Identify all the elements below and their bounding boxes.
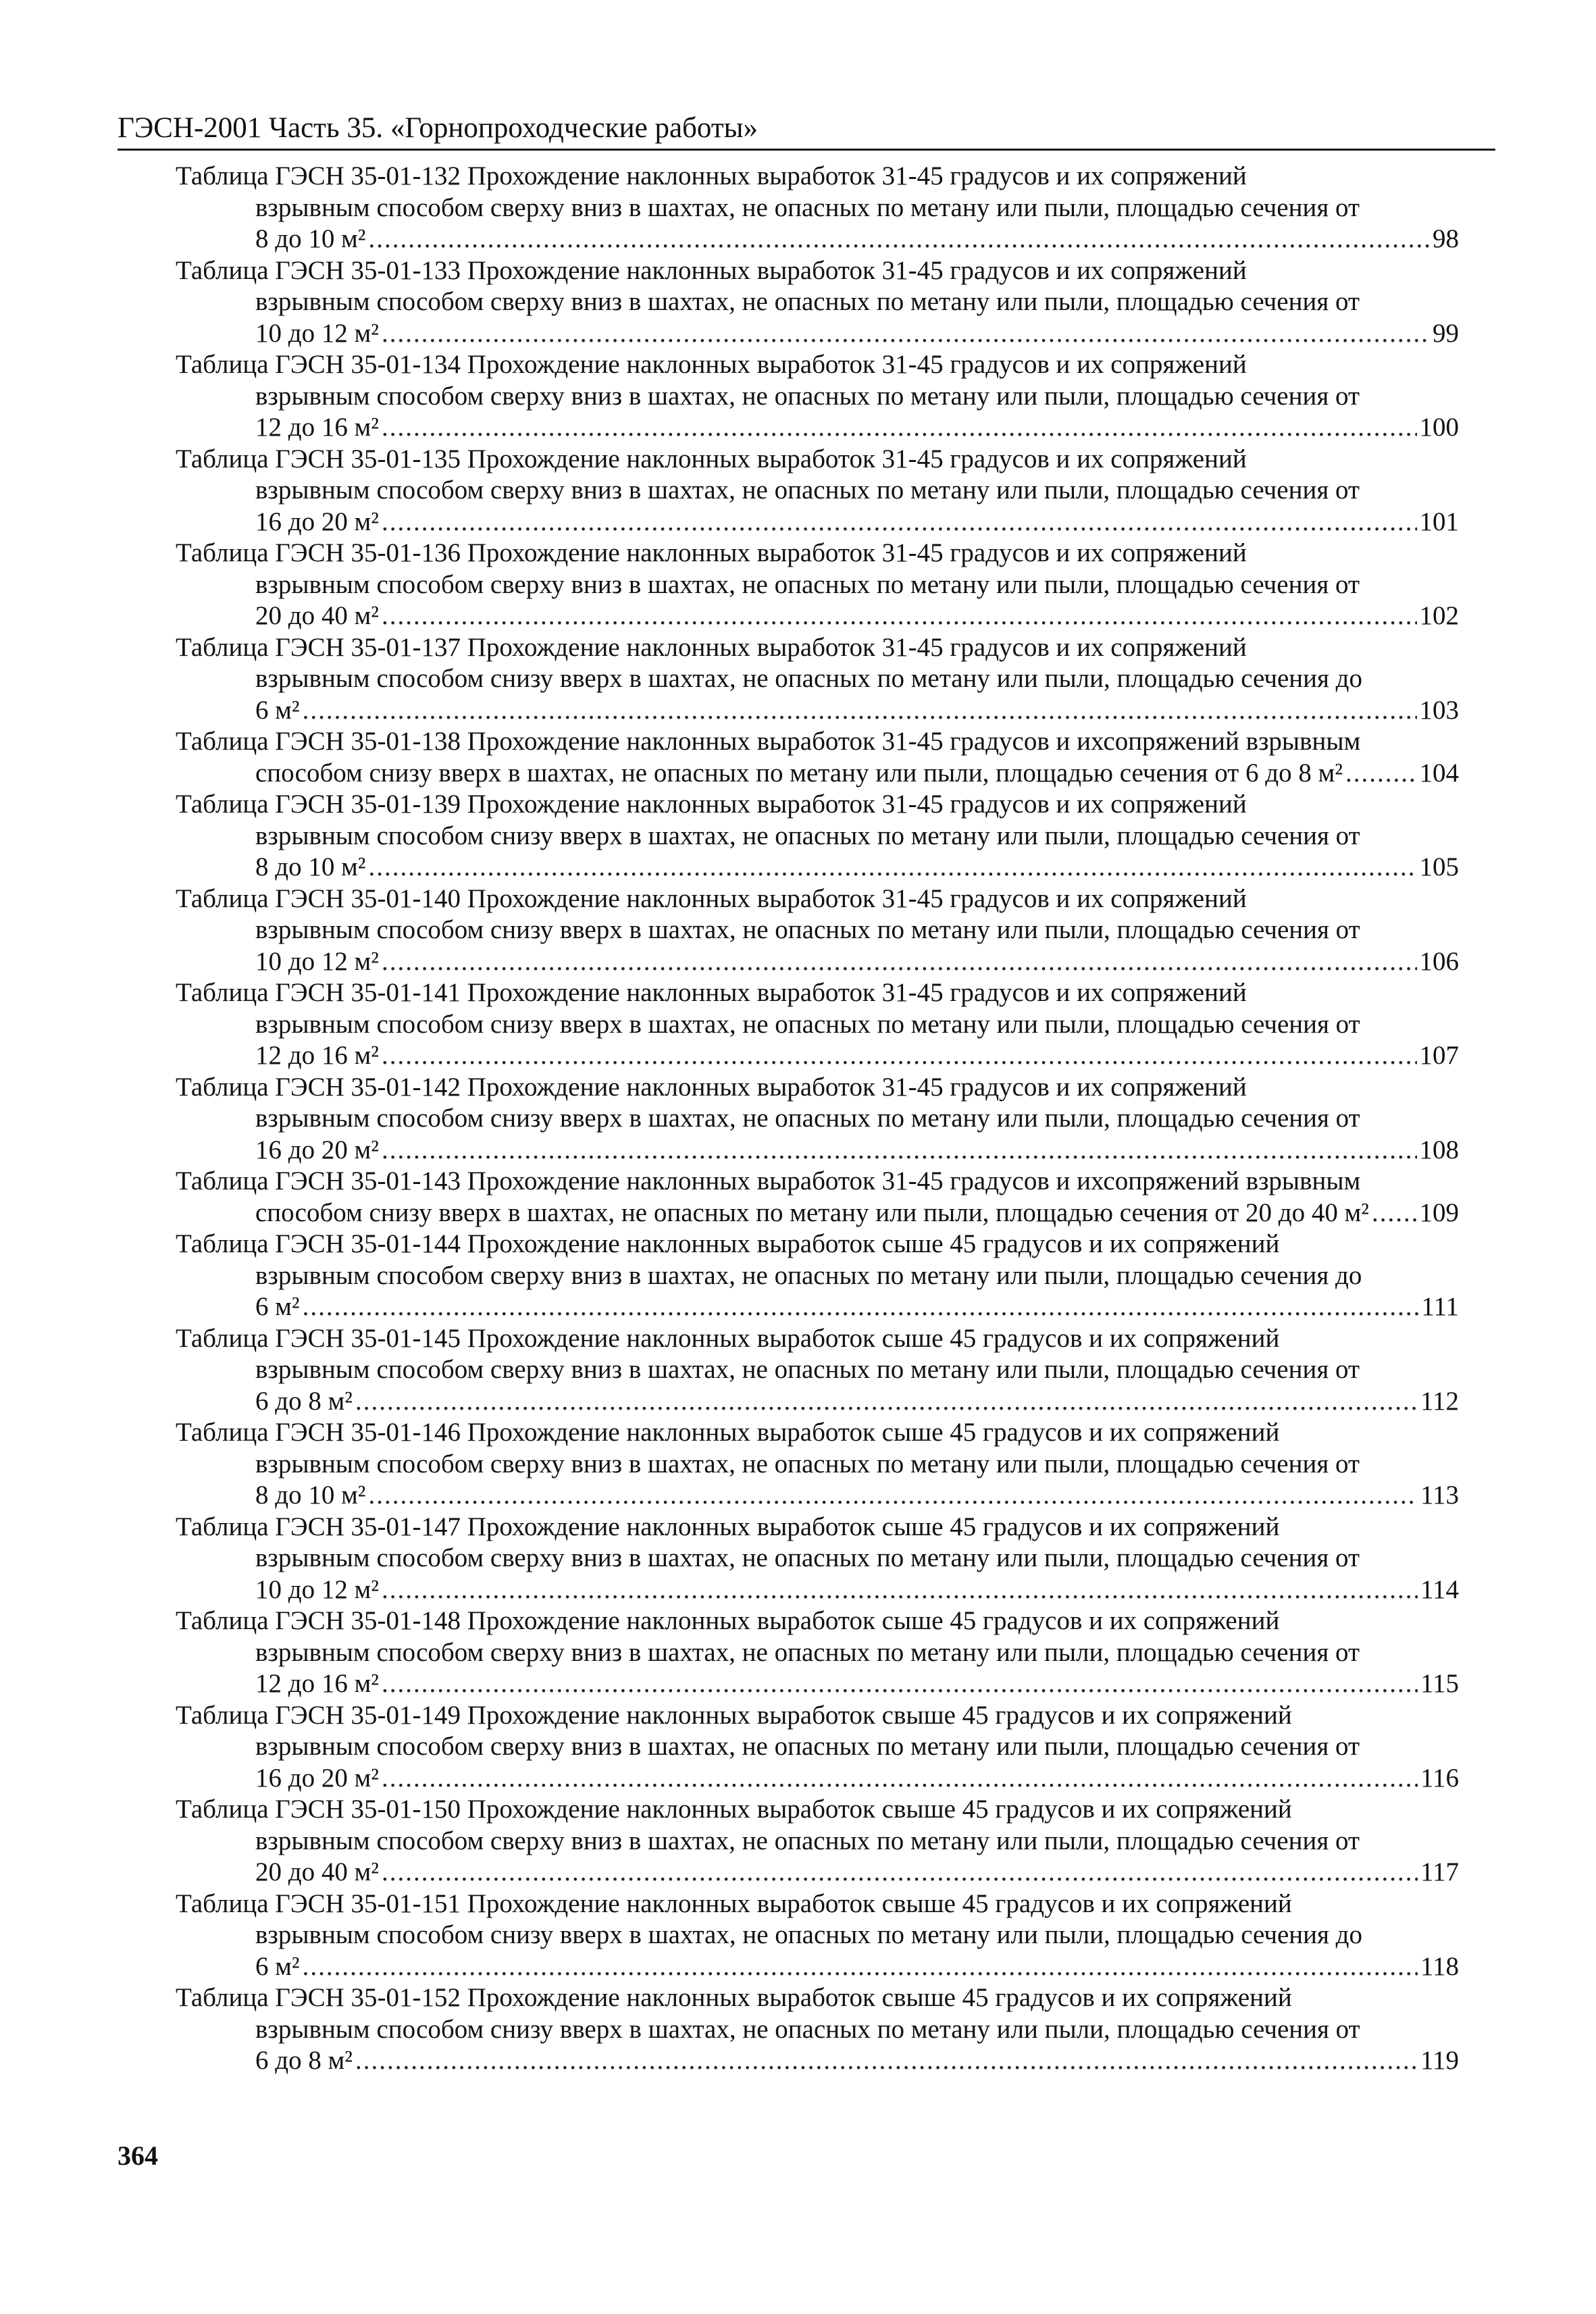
toc-entry-title: Таблица ГЭСН 35-01-146 Прохождение наклонных выработок сыше 45 градусов и их сопряжений [176,1418,1280,1447]
toc-entry-section-range: способом снизу вверх в шахтах, не опасных по метану или пыли, площадью сечения от 20 до 40 м² [255,1198,1369,1227]
running-head-title: ГЭСН-2001 Часть 35. «Горнопроходческие работы» [118,112,758,144]
dot-leader [382,600,1417,632]
toc-entry-section-range: 10 до 12 м² [255,318,379,348]
toc-entry[interactable] [176,632,1459,727]
toc-entry-leader-line [176,1040,1459,1072]
toc-entry-page-number[interactable]: 112 [1420,1386,1459,1416]
toc-entry[interactable] [176,1700,1459,1795]
toc-entry[interactable] [176,1166,1459,1229]
toc-entry-continuation: взрывным способом сверху вниз в шахтах, не опасных по метану или пыли, площадью сечения от [255,1449,1360,1479]
toc-entry-page-number[interactable]: 119 [1420,2046,1459,2075]
toc-entry-leader-line [176,1480,1459,1512]
toc-entry[interactable] [176,444,1459,538]
toc-entry-title: Таблица ГЭСН 35-01-143 Прохождение наклонных выработок 31-45 градусов и ихсопряжений взрывным [176,1166,1361,1195]
toc-entry-leader-line [176,758,1459,790]
dot-leader [382,946,1417,978]
toc-entry-page-number[interactable]: 116 [1420,1763,1459,1793]
toc-entry-page-number[interactable]: 113 [1420,1481,1459,1510]
dot-leader [368,1480,1417,1512]
toc-entry-title: Таблица ГЭСН 35-01-138 Прохождение наклонных выработок 31-45 градусов и ихсопряжений взрывным [176,727,1361,756]
toc-entry-continuation: взрывным способом снизу вверх в шахтах, не опасных по метану или пыли, площадью сечения от [255,1009,1360,1039]
dot-leader [382,1040,1417,1072]
toc-entry-continuation: взрывным способом снизу вверх в шахтах, не опасных по метану или пыли, площадью сечения от [255,821,1360,850]
dot-leader [382,1135,1417,1166]
toc-entry-continuation: взрывным способом сверху вниз в шахтах, не опасных по метану или пыли, площадью сечения от [255,192,1360,222]
toc-entry-title: Таблица ГЭСН 35-01-136 Прохождение наклонных выработок 31-45 градусов и их сопряжений [176,538,1247,567]
dot-leader [382,412,1417,444]
toc-entry-section-range: 16 до 20 м² [255,1763,379,1793]
toc-entry-section-range: 20 до 40 м² [255,1857,379,1886]
toc-entry-section-range: 6 до 8 м² [255,2046,353,2075]
toc-entry[interactable] [176,1982,1459,2077]
toc-entry-leader-line [176,852,1459,883]
toc-entry-section-range: 6 до 8 м² [255,1386,353,1416]
toc-entry-section-range: 16 до 20 м² [255,507,379,536]
toc-entry-title: Таблица ГЭСН 35-01-152 Прохождение наклонных выработок свыше 45 градусов и их сопряжений [176,1983,1292,2012]
toc-entry-continuation: взрывным способом снизу вверх в шахтах, не опасных по метану или пыли, площадью сечения до [255,664,1363,693]
toc-entry-section-range: 8 до 10 м² [255,852,366,881]
toc-entry[interactable] [176,1229,1459,1323]
toc-entry-title: Таблица ГЭСН 35-01-132 Прохождение наклонных выработок 31-45 градусов и их сопряжений [176,161,1247,190]
toc-entry-leader-line [176,600,1459,632]
dot-leader [382,507,1417,538]
toc-entry-leader-line [176,224,1459,255]
toc-entry-continuation: взрывным способом сверху вниз в шахтах, не опасных по метану или пыли, площадью сечения от [255,1637,1360,1667]
toc-entry-section-range: 12 до 16 м² [255,1669,379,1698]
toc-entry-section-range: 6 м² [255,1951,300,1981]
toc-entry-title: Таблица ГЭСН 35-01-134 Прохождение наклонных выработок 31-45 градусов и их сопряжений [176,350,1247,379]
toc-entry-page-number[interactable]: 106 [1419,946,1459,976]
toc-entry[interactable] [176,1072,1459,1166]
toc-entry-page-number[interactable]: 104 [1419,758,1459,788]
toc-entry-section-range: 6 м² [255,695,300,725]
toc-entry-section-range: 8 до 10 м² [255,224,366,253]
table-of-contents [176,161,1459,2077]
toc-entry-continuation: взрывным способом снизу вверх в шахтах, не опасных по метану или пыли, площадью сечения до [255,1920,1363,1949]
toc-entry-leader-line [176,1951,1459,1983]
toc-entry-continuation: взрывным способом сверху вниз в шахтах, не опасных по метану или пыли, площадью сечения от [255,569,1360,599]
toc-entry[interactable] [176,726,1459,789]
toc-entry[interactable] [176,255,1459,350]
toc-entry-section-range: способом снизу вверх в шахтах, не опасных по метану или пыли, площадью сечения от 6 до 8 м² [255,758,1343,788]
dot-leader [382,1763,1418,1795]
toc-entry-continuation: взрывным способом сверху вниз в шахтах, не опасных по метану или пыли, площадью сечения от [255,381,1360,411]
toc-entry-section-range: 8 до 10 м² [255,1481,366,1510]
toc-entry[interactable] [176,883,1459,978]
toc-entry-title: Таблица ГЭСН 35-01-135 Прохождение наклонных выработок 31-45 градусов и их сопряжений [176,444,1247,473]
toc-entry-page-number[interactable]: 107 [1419,1041,1459,1070]
toc-entry-continuation: взрывным способом сверху вниз в шахтах, не опасных по метану или пыли, площадью сечения от [255,287,1360,316]
dot-leader [382,1668,1418,1700]
toc-entry-leader-line [176,1574,1459,1606]
toc-entry[interactable] [176,538,1459,632]
toc-entry-page-number[interactable]: 114 [1420,1574,1459,1604]
toc-entry-leader-line [176,412,1459,444]
toc-entry-title: Таблица ГЭСН 35-01-140 Прохождение наклонных выработок 31-45 градусов и их сопряжений [176,883,1247,913]
dot-leader [368,852,1416,883]
toc-entry-page-number[interactable]: 111 [1421,1292,1459,1321]
toc-entry-title: Таблица ГЭСН 35-01-145 Прохождение наклонных выработок сыше 45 градусов и их сопряжений [176,1323,1280,1353]
toc-entry-leader-line [176,2045,1459,2077]
toc-entry-page-number[interactable]: 109 [1419,1198,1459,1227]
toc-entry-section-range: 12 до 16 м² [255,1041,379,1070]
toc-entry-page-number[interactable]: 117 [1420,1857,1459,1886]
toc-entry[interactable] [176,1323,1459,1418]
dot-leader [1345,758,1417,790]
toc-entry-title: Таблица ГЭСН 35-01-147 Прохождение наклонных выработок сыше 45 градусов и их сопряжений [176,1512,1280,1541]
toc-entry-title: Таблица ГЭСН 35-01-137 Прохождение наклонных выработок 31-45 градусов и их сопряжений [176,632,1247,662]
toc-entry-title: Таблица ГЭСН 35-01-142 Прохождение наклонных выработок 31-45 градусов и их сопряжений [176,1072,1247,1102]
toc-entry-continuation: взрывным способом снизу вверх в шахтах, не опасных по метану или пыли, площадью сечения от [255,915,1360,944]
toc-entry-page-number[interactable]: 101 [1419,507,1459,536]
toc-entry-leader-line [176,507,1459,538]
toc-entry-section-range: 10 до 12 м² [255,946,379,976]
toc-entry[interactable] [176,1512,1459,1606]
toc-entry-page-number[interactable]: 99 [1433,318,1459,348]
dot-leader [303,695,1417,727]
toc-entry-section-range: 6 м² [255,1292,300,1321]
toc-entry-leader-line [176,1668,1459,1700]
dot-leader [382,1857,1418,1888]
toc-entry-leader-line [176,1763,1459,1795]
toc-entry-continuation: взрывным способом снизу вверх в шахтах, не опасных по метану или пыли, площадью сечения от [255,2014,1360,2044]
toc-entry-leader-line [176,695,1459,727]
toc-entry-continuation: взрывным способом сверху вниз в шахтах, не опасных по метану или пыли, площадью сечения от [255,1826,1360,1855]
toc-entry[interactable] [176,349,1459,444]
toc-entry-continuation: взрывным способом сверху вниз в шахтах, не опасных по метану или пыли, площадью сечения от [255,475,1360,505]
toc-entry-section-range: 20 до 40 м² [255,601,379,630]
toc-entry-leader-line [176,1291,1459,1323]
toc-entry-continuation: взрывным способом сверху вниз в шахтах, не опасных по метану или пыли, площадью сечения до [255,1260,1362,1290]
toc-entry-page-number[interactable]: 98 [1433,224,1459,253]
toc-entry-leader-line [176,946,1459,978]
toc-entry[interactable] [176,977,1459,1072]
toc-entry-title: Таблица ГЭСН 35-01-133 Прохождение наклонных выработок 31-45 градусов и их сопряжений [176,255,1247,285]
toc-entry-title: Таблица ГЭСН 35-01-139 Прохождение наклонных выработок 31-45 градусов и их сопряжений [176,790,1247,819]
toc-entry-continuation: взрывным способом снизу вверх в шахтах, не опасных по метану или пыли, площадью сечения от [255,1104,1360,1133]
toc-entry-continuation: взрывным способом сверху вниз в шахтах, не опасных по метану или пыли, площадью сечения от [255,1355,1360,1384]
toc-entry-title: Таблица ГЭСН 35-01-150 Прохождение наклонных выработок свыше 45 градусов и их сопряжений [176,1795,1292,1824]
toc-entry[interactable] [176,1605,1459,1700]
toc-entry[interactable] [176,161,1459,255]
toc-entry-section-range: 12 до 16 м² [255,413,379,442]
toc-entry-leader-line [176,1857,1459,1888]
toc-entry-title: Таблица ГЭСН 35-01-148 Прохождение наклонных выработок сыше 45 градусов и их сопряжений [176,1606,1280,1635]
toc-entry-continuation: взрывным способом сверху вниз в шахтах, не опасных по метану или пыли, площадью сечения от [255,1732,1360,1761]
dot-leader [355,1386,1418,1418]
toc-entry-page-number[interactable]: 102 [1419,601,1459,630]
page-number: 364 [118,2140,158,2171]
toc-entry-section-range: 10 до 12 м² [255,1574,379,1604]
dot-leader [355,2045,1418,2077]
toc-entry[interactable] [176,1794,1459,1888]
toc-entry-leader-line [176,318,1459,350]
dot-leader [368,224,1430,255]
toc-entry-page-number[interactable]: 103 [1419,695,1459,725]
toc-entry-page-number[interactable]: 115 [1420,1669,1459,1698]
toc-entry-title: Таблица ГЭСН 35-01-144 Прохождение наклонных выработок сыше 45 градусов и их сопряжений [176,1229,1280,1258]
toc-entry-title: Таблица ГЭСН 35-01-151 Прохождение наклонных выработок свыше 45 градусов и их сопряжений [176,1888,1292,1918]
toc-entry-leader-line [176,1386,1459,1418]
toc-entry-title: Таблица ГЭСН 35-01-141 Прохождение наклонных выработок 31-45 градусов и их сопряжений [176,978,1247,1007]
page-header [118,109,1495,151]
toc-entry-page-number[interactable]: 118 [1420,1951,1459,1981]
toc-entry-section-range: 16 до 20 м² [255,1135,379,1164]
toc-entry[interactable] [176,1888,1459,1983]
dot-leader [382,1574,1418,1606]
toc-entry-leader-line [176,1135,1459,1166]
toc-entry-page-number[interactable]: 108 [1419,1135,1459,1164]
dot-leader [303,1951,1418,1983]
dot-leader [382,318,1430,350]
toc-entry-page-number[interactable]: 100 [1419,413,1459,442]
toc-entry-title: Таблица ГЭСН 35-01-149 Прохождение наклонных выработок свыше 45 градусов и их сопряжений [176,1700,1292,1730]
dot-leader [1372,1198,1417,1229]
toc-entry[interactable] [176,1417,1459,1512]
toc-entry-page-number[interactable]: 105 [1419,852,1459,881]
toc-entry-leader-line [176,1198,1459,1229]
toc-entry-continuation: взрывным способом сверху вниз в шахтах, не опасных по метану или пыли, площадью сечения от [255,1543,1360,1572]
toc-entry[interactable] [176,789,1459,883]
dot-leader [303,1291,1419,1323]
